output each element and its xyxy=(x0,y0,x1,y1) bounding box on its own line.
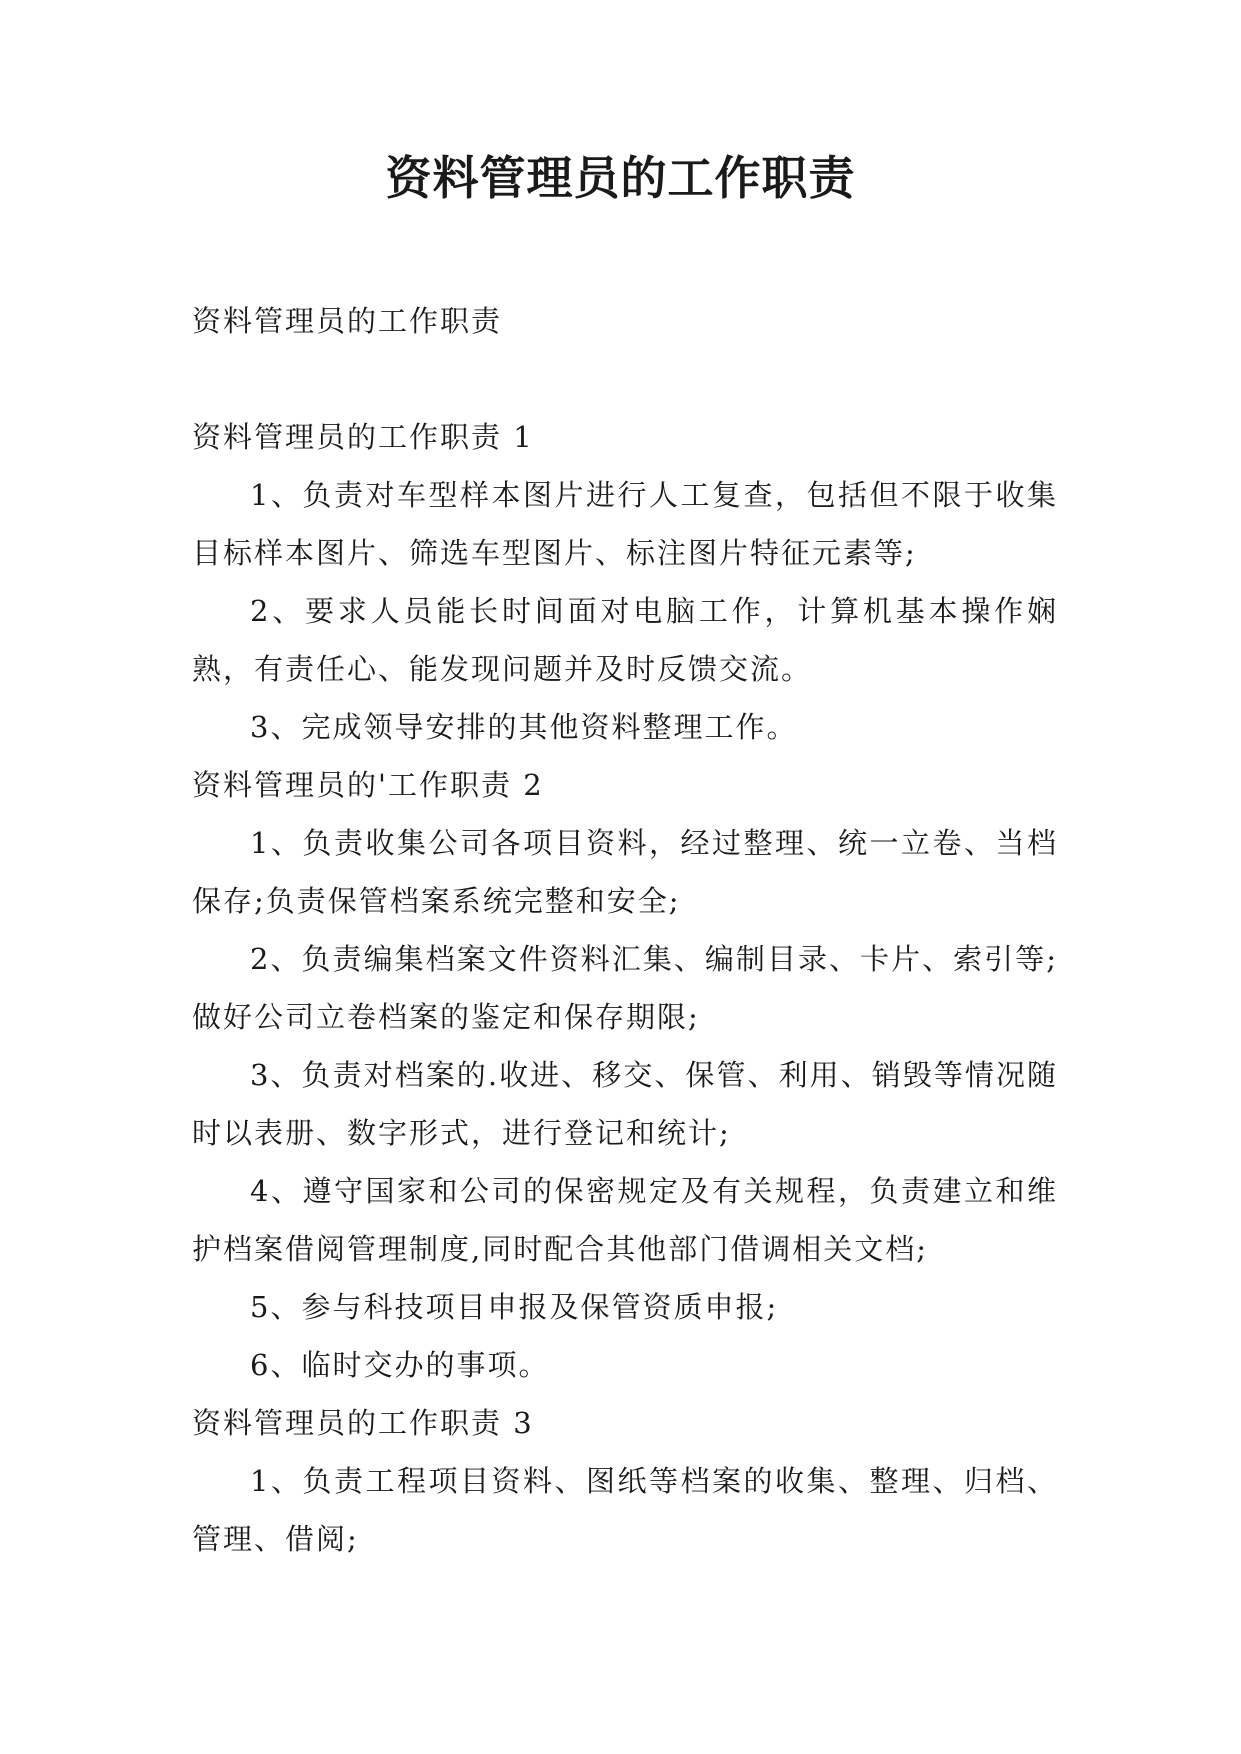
list-item: 1、负责对车型样本图片进行人工复查，包括但不限于收集目标样本图片、筛选车型图片、标注图片特征元素等; xyxy=(192,478,1058,570)
list-item: 2、负责编集档案文件资料汇集、编制目录、卡片、索引等;做好公司立卷档案的鉴定和保存期限; xyxy=(192,942,1058,1034)
document-title: 资料管理员的工作职责 xyxy=(385,151,856,205)
list-item: 3、负责对档案的.收进、移交、保管、利用、销毁等情况随时以表册、数字形式，进行登记和统计; xyxy=(192,1058,1058,1150)
list-item: 1、负责收集公司各项目资料，经过整理、统一立卷、当档保存;负责保管档案系统完整和安全; xyxy=(192,826,1058,918)
list-item: 6、临时交办的事项。 xyxy=(250,1348,550,1382)
list-item: 1、负责工程项目资料、图纸等档案的收集、整理、归档、管理、借阅; xyxy=(192,1464,1058,1556)
list-item: 3、完成领导安排的其他资料整理工作。 xyxy=(250,710,798,744)
list-item: 2、要求人员能长时间面对电脑工作，计算机基本操作娴熟，有责任心、能发现问题并及时反馈交流。 xyxy=(192,594,1058,686)
document-body xyxy=(192,292,1058,1568)
section-heading: 资料管理员的工作职责 3 xyxy=(192,1406,534,1440)
section-heading: 资料管理员的工作职责 1 xyxy=(192,420,534,454)
list-item: 4、遵守国家和公司的保密规定及有关规程，负责建立和维护档案借阅管理制度,同时配合其他部门借调相关文档; xyxy=(192,1174,1058,1266)
list-item: 5、参与科技项目申报及保管资质申报; xyxy=(250,1290,779,1324)
document-subtitle: 资料管理员的工作职责 xyxy=(192,304,503,338)
section-heading: 资料管理员的'工作职责 2 xyxy=(192,768,544,802)
